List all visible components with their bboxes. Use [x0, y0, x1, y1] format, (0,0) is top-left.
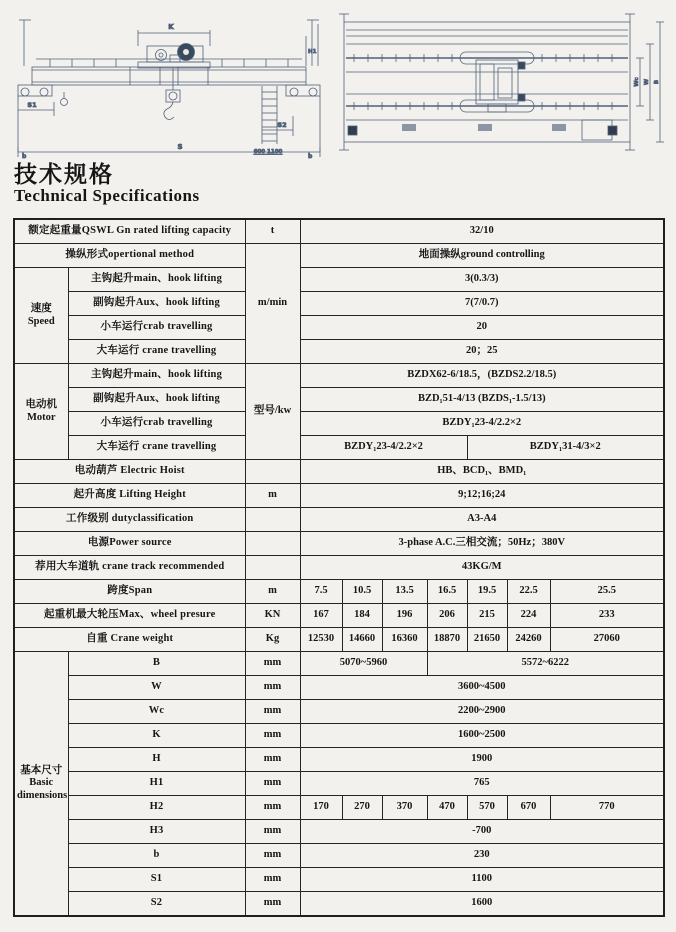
- label-cell: 操纵形式opertional method: [14, 244, 245, 268]
- value-cell: BZD₁51-4/13 (BZDS₁-1.5/13): [300, 388, 664, 412]
- specification-table: [13, 218, 665, 917]
- value-cell: 370: [382, 796, 427, 820]
- label-cell: 荐用大车道轨 crane track recommended: [14, 556, 245, 580]
- table-row: [14, 412, 664, 436]
- title-block: [14, 163, 200, 206]
- spec-table-body: [14, 219, 664, 916]
- label-cell: 额定起重量QSWL Gn rated lifting capacity: [14, 219, 245, 244]
- label-cell: 起升高度 Lifting Height: [14, 484, 245, 508]
- table-row: [14, 484, 664, 508]
- unit-cell: m/min: [245, 244, 300, 364]
- label-cell: 自重 Crane weight: [14, 628, 245, 652]
- value-cell: HB、BCD₁、BMD₁: [300, 460, 664, 484]
- dim-label-s: S: [177, 143, 183, 151]
- dim-label-b-right: b: [308, 153, 313, 160]
- label-cell: 小车运行crab travelling: [68, 412, 245, 436]
- unit-cell: mm: [245, 748, 300, 772]
- value-cell: 224: [507, 604, 550, 628]
- value-cell: 170: [300, 796, 342, 820]
- value-cell: 570: [467, 796, 507, 820]
- value-cell: 3-phase A.C.三相交流；50Hz；380V: [300, 532, 664, 556]
- dim-label-b-left: b: [22, 153, 27, 160]
- table-row: [14, 604, 664, 628]
- unit-cell: mm: [245, 772, 300, 796]
- dim-label-w: W: [644, 78, 650, 86]
- table-row: [14, 340, 664, 364]
- value-cell: 12530: [300, 628, 342, 652]
- label-cell: 电动葫芦 Electric Hoist: [14, 460, 245, 484]
- unit-cell: mm: [245, 700, 300, 724]
- page-title-en: Technical Specifications: [14, 186, 200, 205]
- label-cell: H1: [68, 772, 245, 796]
- value-cell: 14660: [342, 628, 382, 652]
- label-cell: 主钩起升main、hook lifting: [68, 268, 245, 292]
- label-cell: S2: [68, 892, 245, 917]
- value-cell: 25.5: [550, 580, 664, 604]
- unit-cell: mm: [245, 844, 300, 868]
- unit-cell: mm: [245, 796, 300, 820]
- dim-label-b2: B: [654, 79, 660, 85]
- label-cell: 主钩起升main、hook lifting: [68, 364, 245, 388]
- table-row: [14, 772, 664, 796]
- table-row: [14, 388, 664, 412]
- table-row: [14, 316, 664, 340]
- unit-cell: KN: [245, 604, 300, 628]
- value-cell: 2200~2900: [300, 700, 664, 724]
- table-row: [14, 652, 664, 676]
- unit-cell: 型号/kw: [245, 364, 300, 460]
- value-cell: 10.5: [342, 580, 382, 604]
- value-cell: 167: [300, 604, 342, 628]
- label-cell: 起重机最大轮压Max、wheel presure: [14, 604, 245, 628]
- table-row: [14, 219, 664, 244]
- value-cell: 16360: [382, 628, 427, 652]
- label-cell: 跨度Span: [14, 580, 245, 604]
- label-cell: 副钩起升Aux、hook lifting: [68, 388, 245, 412]
- label-cell: B: [68, 652, 245, 676]
- label-cell: b: [68, 844, 245, 868]
- value-cell: -700: [300, 820, 664, 844]
- value-cell: 215: [467, 604, 507, 628]
- group-cell: 基本尺寸 Basic dimensions: [14, 652, 68, 917]
- value-cell: 18870: [427, 628, 467, 652]
- table-row: [14, 892, 664, 917]
- value-cell: 27060: [550, 628, 664, 652]
- unit-cell: m: [245, 484, 300, 508]
- value-cell: 230: [300, 844, 664, 868]
- label-cell: H3: [68, 820, 245, 844]
- value-cell: 670: [507, 796, 550, 820]
- table-row: [14, 508, 664, 532]
- label-cell: H: [68, 748, 245, 772]
- dim-label-s1: S1: [27, 101, 37, 109]
- unit-cell: [245, 532, 300, 556]
- crane-front-view-drawing: [10, 6, 328, 160]
- label-cell: 工作级别 dutyclassification: [14, 508, 245, 532]
- table-row: [14, 724, 664, 748]
- value-cell: 22.5: [507, 580, 550, 604]
- label-cell: Wc: [68, 700, 245, 724]
- table-row: [14, 436, 664, 460]
- value-cell: 5572~6222: [427, 652, 664, 676]
- value-cell: 233: [550, 604, 664, 628]
- unit-cell: mm: [245, 868, 300, 892]
- table-row: [14, 820, 664, 844]
- value-cell: 765: [300, 772, 664, 796]
- railing-posts: [50, 59, 288, 67]
- value-cell: 3600~4500: [300, 676, 664, 700]
- value-cell: 184: [342, 604, 382, 628]
- table-row: [14, 292, 664, 316]
- label-cell: 电源Power source: [14, 532, 245, 556]
- value-cell: 9;12;16;24: [300, 484, 664, 508]
- value-cell: 24260: [507, 628, 550, 652]
- unit-cell: mm: [245, 724, 300, 748]
- table-row: [14, 868, 664, 892]
- value-cell: 7.5: [300, 580, 342, 604]
- dim-label-s2: S2: [277, 121, 287, 129]
- value-cell: BZDX62-6/18.5，(BZDS2.2/18.5): [300, 364, 664, 388]
- label-cell: W: [68, 676, 245, 700]
- unit-cell: [245, 460, 300, 484]
- group-cell: 速度 Speed: [14, 268, 68, 364]
- label-cell: H2: [68, 796, 245, 820]
- unit-cell: [245, 508, 300, 532]
- value-cell: BZDY₁23-4/2.2×2: [300, 436, 467, 460]
- table-row: [14, 844, 664, 868]
- value-cell: BZDY₁23-4/2.2×2: [300, 412, 664, 436]
- value-cell: BZDY₁31-4/3×2: [467, 436, 664, 460]
- value-cell: 1600~2500: [300, 724, 664, 748]
- table-row: [14, 700, 664, 724]
- value-cell: 32/10: [300, 219, 664, 244]
- value-cell: 1900: [300, 748, 664, 772]
- table-row: [14, 244, 664, 268]
- unit-cell: m: [245, 580, 300, 604]
- unit-cell: [245, 556, 300, 580]
- value-cell: 206: [427, 604, 467, 628]
- table-row: [14, 556, 664, 580]
- dim-label-ladder: 600 1100: [253, 149, 283, 155]
- unit-cell: mm: [245, 676, 300, 700]
- value-cell: 13.5: [382, 580, 427, 604]
- value-cell: 19.5: [467, 580, 507, 604]
- page-title-zh: 技术规格: [14, 161, 114, 187]
- unit-cell: Kg: [245, 628, 300, 652]
- table-row: [14, 796, 664, 820]
- value-cell: 16.5: [427, 580, 467, 604]
- unit-cell: t: [245, 219, 300, 244]
- dim-label-k: K: [168, 23, 174, 31]
- value-cell: 43KG/M: [300, 556, 664, 580]
- value-cell: 1600: [300, 892, 664, 917]
- label-cell: S1: [68, 868, 245, 892]
- technical-drawings: [10, 6, 666, 160]
- label-cell: 大车运行 crane travelling: [68, 436, 245, 460]
- label-cell: 副钩起升Aux、hook lifting: [68, 292, 245, 316]
- unit-cell: mm: [245, 892, 300, 917]
- table-row: [14, 580, 664, 604]
- value-cell: 20；25: [300, 340, 664, 364]
- dim-label-wc: Wc: [634, 77, 640, 87]
- value-cell: 3(0.3/3): [300, 268, 664, 292]
- table-row: [14, 676, 664, 700]
- value-cell: 地面操纵ground controlling: [300, 244, 664, 268]
- dim-label-h1: H1: [308, 49, 317, 55]
- table-row: [14, 532, 664, 556]
- value-cell: 770: [550, 796, 664, 820]
- crane-plan-view-drawing: [330, 6, 666, 160]
- table-row: [14, 748, 664, 772]
- table-row: [14, 460, 664, 484]
- label-cell: K: [68, 724, 245, 748]
- label-cell: 小车运行crab travelling: [68, 316, 245, 340]
- unit-cell: mm: [245, 652, 300, 676]
- value-cell: 5070~5960: [300, 652, 427, 676]
- unit-cell: mm: [245, 820, 300, 844]
- table-row: [14, 364, 664, 388]
- value-cell: 196: [382, 604, 427, 628]
- value-cell: 21650: [467, 628, 507, 652]
- table-row: [14, 628, 664, 652]
- value-cell: 20: [300, 316, 664, 340]
- value-cell: A3-A4: [300, 508, 664, 532]
- table-row: [14, 268, 664, 292]
- group-cell: 电动机 Motor: [14, 364, 68, 460]
- value-cell: 1100: [300, 868, 664, 892]
- label-cell: 大车运行 crane travelling: [68, 340, 245, 364]
- value-cell: 470: [427, 796, 467, 820]
- value-cell: 7(7/0.7): [300, 292, 664, 316]
- value-cell: 270: [342, 796, 382, 820]
